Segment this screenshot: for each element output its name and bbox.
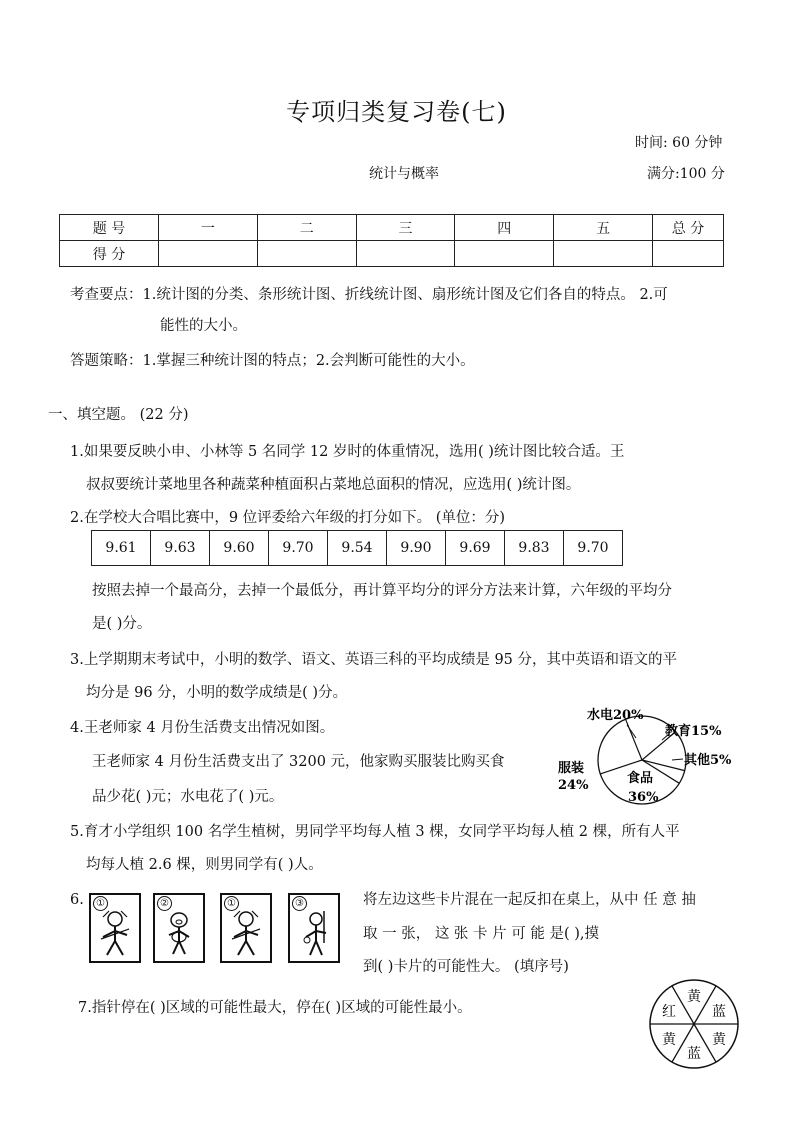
spinner-sector-label: 黄 [662,1032,676,1048]
pie-label-food: 食品 [627,771,654,786]
color-spinner [648,978,740,1070]
score-input-cell[interactable] [554,241,653,267]
card-number: ② [157,896,172,911]
spinner-sector-label: 黄 [712,1032,726,1048]
q5-line: 均每人植 2.6 棵，则男同学有( )人。 [86,857,323,873]
score-input-cell[interactable] [356,241,455,267]
score-table-score-row [60,241,724,267]
section-heading: 一、填空题。 (22 分) [48,407,189,423]
q3-line: 均分是 96 分，小明的数学成绩是( )分。 [86,685,348,701]
score-table-cell: 五 [554,215,653,241]
q1-line: 叔叔要统计菜地里各种蔬菜种植面积占菜地总面积的情况，应选用( )统计图。 [86,477,581,493]
judge-score-cell: 9.61 [92,531,151,566]
q3-line: 3.上学期期末考试中，小明的数学、语文、英语三科的平均成绩是 95 分，其中英语和语文的平 [70,652,677,668]
monkey-king-figure-icon [228,909,264,957]
q4-line: 王老师家 4 月份生活费支出了 3200 元，他家购买服装比购买食 [92,754,505,770]
score-input-cell[interactable] [159,241,258,267]
pie-label-edu: 教育15% [665,724,722,739]
q6-line: 取 一 张， 这 张 卡 片 可 能 是( ),摸 [363,926,600,942]
score-table-cell: 题 号 [60,215,159,241]
full-score: 满分:100 分 [647,166,725,182]
judge-score-cell: 9.54 [328,531,387,566]
score-table-header-row [60,215,724,241]
judge-score-cell: 9.69 [446,531,505,566]
pie-label-clothes: 服装 [558,761,585,776]
q7-line: 7.指针停在( )区域的可能性最大，停在( )区域的可能性最小。 [78,1000,472,1016]
judge-score-cell: 9.70 [564,531,623,566]
judge-score-cell: 9.90 [387,531,446,566]
score-input-cell[interactable] [455,241,554,267]
judge-scores-table [91,530,623,566]
subject-label: 统计与概率 [369,166,439,182]
time-limit: 时间: 60 分钟 [635,135,723,151]
sha-monk-figure-icon [296,909,332,957]
q5-line: 5.育才小学组织 100 名学生植树，男同学平均每人植 3 棵，女同学平均每人植 2 棵，所有人平 [70,824,680,840]
score-input-cell[interactable] [257,241,356,267]
q6-number: 6. [70,892,84,908]
q2-line: 2.在学校大合唱比赛中，9 位评委给六年级的打分如下。 (单位：分) [70,510,506,526]
judge-score-cell: 9.70 [269,531,328,566]
expense-pie-chart [550,700,740,812]
judge-score-cell: 9.60 [210,531,269,566]
score-table-cell: 二 [257,215,356,241]
card-4 [288,893,340,963]
q6-line: 到( )卡片的可能性大。 (填序号) [363,959,569,975]
q2-line: 按照去掉一个最高分，去掉一个最低分，再计算平均分的评分方法来计算，六年级的平均分 [92,583,672,599]
q6-line: 将左边这些卡片混在一起反扣在桌上，从中 任 意 抽 [363,892,696,908]
q4-line: 4.王老师家 4 月份生活费支出情况如图。 [70,720,335,736]
page-title: 专项归类复习卷(七) [286,98,507,126]
exam-points-line: 考查要点：1.统计图的分类、条形统计图、折线统计图、扇形统计图及它们各自的特点。 2.可 [70,287,668,303]
card-3 [220,893,272,963]
judge-score-cell: 9.63 [151,531,210,566]
score-table-cell: 总 分 [653,215,724,241]
exam-points-line: 能性的大小。 [160,318,247,334]
spinner-sector-label: 蓝 [712,1004,726,1020]
q1-line: 1.如果要反映小申、小林等 5 名同学 12 岁时的体重情况，选用( )统计图比较合适。王 [70,444,625,460]
score-input-cell[interactable] [653,241,724,267]
spinner-sector-label: 黄 [687,989,701,1005]
pie-label-water: 水电20% [587,708,644,723]
card-number: ① [93,896,108,911]
judge-score-cell: 9.83 [505,531,564,566]
spinner-sector-label: 红 [662,1004,676,1020]
score-table-cell: 三 [356,215,455,241]
pie-label-clothes-pct: 24% [558,778,589,793]
pie-label-food-pct: 36% [628,790,659,805]
monkey-king-figure-icon [97,909,133,957]
spinner-sector-label: 蓝 [687,1046,701,1062]
card-number: ③ [292,896,307,911]
card-1 [89,893,141,963]
q2-line: 是( )分。 [92,616,152,632]
strategy-line: 答题策略：1.掌握三种统计图的特点；2.会判断可能性的大小。 [70,353,475,369]
score-table [59,214,724,267]
judge-scores-row [92,531,623,566]
score-table-cell: 得 分 [60,241,159,267]
pigsy-figure-icon [161,909,197,957]
q4-line: 品少花( )元；水电花了( )元。 [92,789,284,805]
pie-label-other: 其他5% [684,753,732,768]
score-table-cell: 一 [159,215,258,241]
card-number: ① [224,896,239,911]
score-table-cell: 四 [455,215,554,241]
card-2 [153,893,205,963]
